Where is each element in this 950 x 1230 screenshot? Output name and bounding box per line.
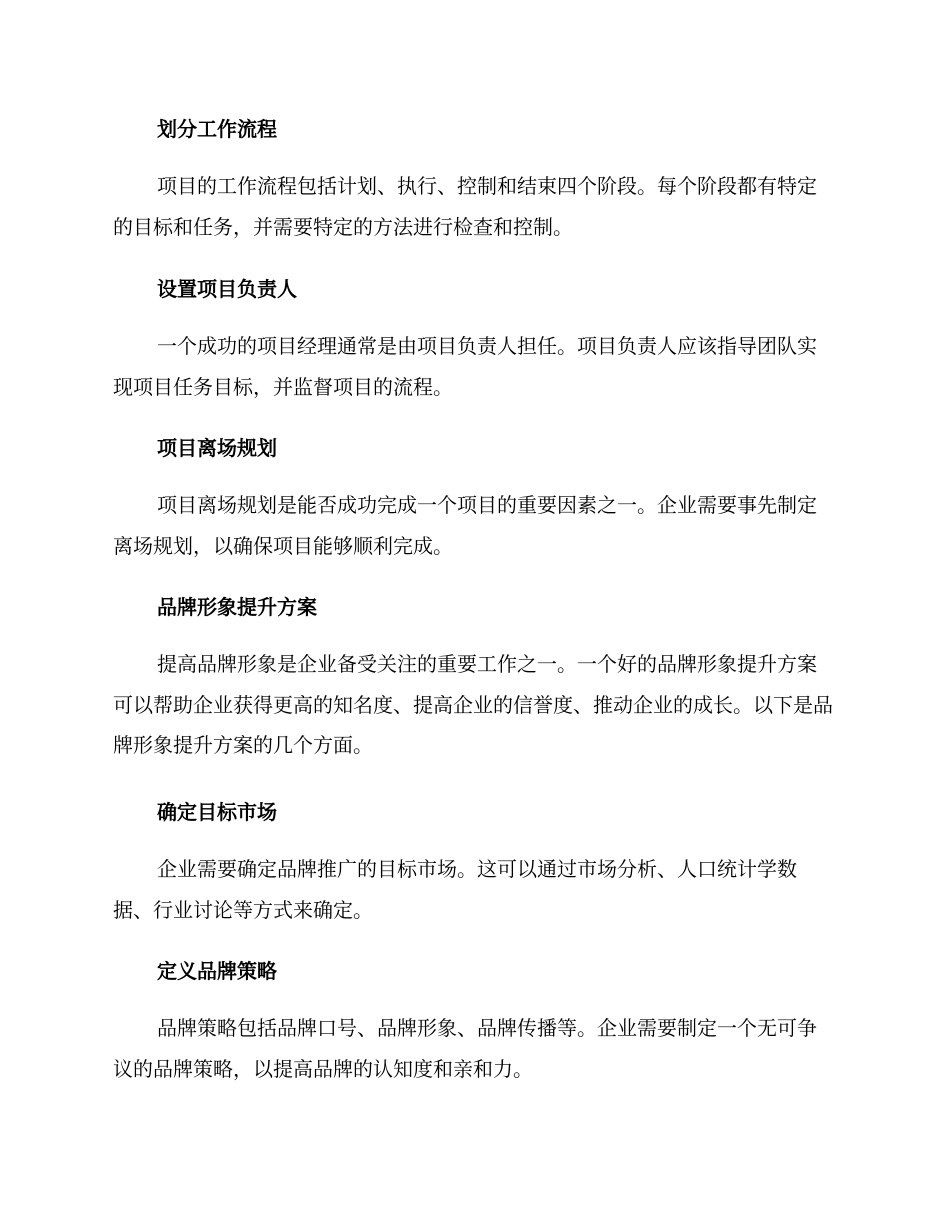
section-heading: 确定目标市场: [157, 800, 277, 824]
section-heading: 设置项目负责人: [157, 277, 297, 301]
section-heading: 品牌形象提升方案: [157, 595, 317, 619]
section-paragraph: 项目的工作流程包括计划、执行、控制和结束四个阶段。每个阶段都有特定的目标和任务，并需要特定的方法进行检查和控制。: [113, 174, 817, 239]
section-heading: 项目离场规划: [157, 436, 277, 460]
section-paragraph: 品牌策略包括品牌口号、品牌形象、品牌传播等。企业需要制定一个无可争议的品牌策略，以提高品牌的认知度和亲和力。: [113, 1016, 817, 1081]
section-heading: 定义品牌策略: [157, 959, 277, 983]
section-heading: 划分工作流程: [157, 117, 277, 141]
section-paragraph: 企业需要确定品牌推广的目标市场。这可以通过市场分析、人口统计学数据、行业讨论等方式来确定。: [113, 857, 797, 922]
section-paragraph: 项目离场规划是能否成功完成一个项目的重要因素之一。企业需要事先制定离场规划，以确保项目能够顺利完成。: [113, 493, 817, 558]
section-paragraph: 提高品牌形象是企业备受关注的重要工作之一。一个好的品牌形象提升方案可以帮助企业获得更高的知名度、提高企业的信誉度、推动企业的成长。以下是品牌形象提升方案的几个方面。: [113, 652, 833, 757]
section-paragraph: 一个成功的项目经理通常是由项目负责人担任。项目负责人应该指导团队实现项目任务目标，并监督项目的流程。: [113, 334, 817, 399]
